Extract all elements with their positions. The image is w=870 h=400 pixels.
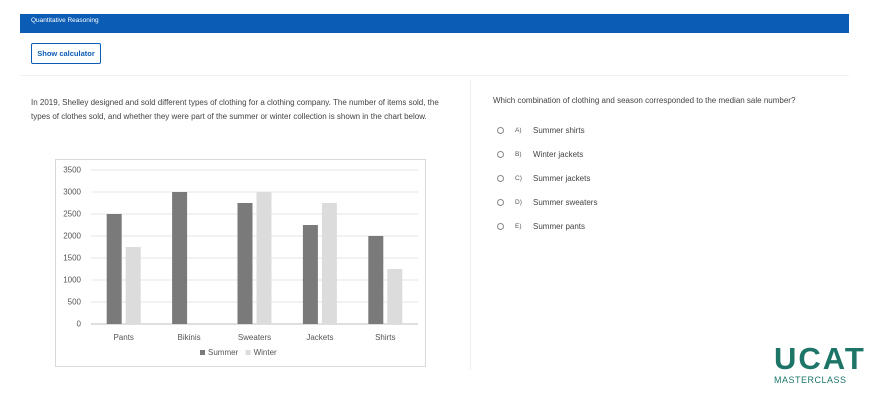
- y-tick-label: 0: [76, 319, 81, 329]
- y-tick-label: 3500: [63, 165, 81, 175]
- header-bar: [20, 14, 849, 33]
- legend-swatch: [246, 350, 251, 355]
- bar-summer: [303, 225, 318, 324]
- y-tick-label: 1000: [63, 275, 81, 285]
- bar-winter: [126, 247, 141, 324]
- radio-button[interactable]: [497, 175, 504, 182]
- panel-divider: [470, 80, 471, 370]
- bar-summer: [107, 214, 122, 324]
- x-tick-label: Pants: [113, 333, 134, 342]
- option-label: Winter jackets: [533, 149, 584, 159]
- legend-label: Winter: [253, 348, 277, 357]
- x-tick-label: Shirts: [375, 333, 396, 342]
- y-tick-label: 3000: [63, 187, 81, 197]
- y-tick-label: 2500: [63, 209, 81, 219]
- x-tick-label: Jackets: [306, 333, 334, 342]
- y-tick-label: 2000: [63, 231, 81, 241]
- y-tick-label: 1500: [63, 253, 81, 263]
- option-letter: A): [515, 126, 522, 134]
- section-title: Quantitative Reasoning: [31, 17, 99, 24]
- option-d[interactable]: [497, 195, 597, 209]
- option-letter: D): [515, 198, 522, 206]
- ucat-logo: [774, 341, 866, 387]
- bar-winter: [257, 192, 272, 324]
- y-tick-label: 500: [67, 297, 81, 307]
- bar-summer: [172, 192, 187, 324]
- option-letter: C): [515, 174, 522, 182]
- option-e[interactable]: [497, 219, 585, 233]
- x-tick-label: Bikinis: [177, 333, 201, 342]
- logo-subtitle: MASTERCLASS: [774, 375, 847, 385]
- question-stem: In 2019, Shelley designed and sold different types of clothing for a clothing company. The number of items sold, the types of clothes sold, and whether they were part of the summer or winter collection is shown in the chart below.: [31, 98, 439, 121]
- radio-button[interactable]: [497, 223, 504, 230]
- bar-summer: [238, 203, 253, 324]
- option-letter: E): [515, 222, 522, 230]
- bar-chart: [55, 159, 426, 367]
- option-label: Summer shirts: [533, 125, 585, 135]
- option-a[interactable]: [497, 123, 585, 137]
- show-calculator-button[interactable]: Show calculator: [31, 43, 101, 64]
- chart-canvas: [56, 160, 427, 368]
- option-letter: B): [515, 150, 522, 158]
- bar-summer: [368, 236, 383, 324]
- bar-winter: [387, 269, 402, 324]
- radio-button[interactable]: [497, 127, 504, 134]
- option-b[interactable]: [497, 147, 583, 161]
- option-label: Summer pants: [533, 221, 586, 231]
- question-text: Which combination of clothing and season corresponded to the median sale number?: [493, 96, 796, 105]
- option-label: Summer sweaters: [533, 197, 598, 207]
- logo-wordmark: UCAT: [774, 341, 866, 376]
- x-tick-label: Sweaters: [237, 333, 272, 342]
- divider: [20, 75, 849, 76]
- bar-winter: [322, 203, 337, 324]
- legend-label: Summer: [208, 348, 239, 357]
- option-label: Summer jackets: [533, 173, 591, 183]
- option-c[interactable]: [497, 171, 590, 185]
- radio-button[interactable]: [497, 151, 504, 158]
- legend-swatch: [200, 350, 205, 355]
- radio-button[interactable]: [497, 199, 504, 206]
